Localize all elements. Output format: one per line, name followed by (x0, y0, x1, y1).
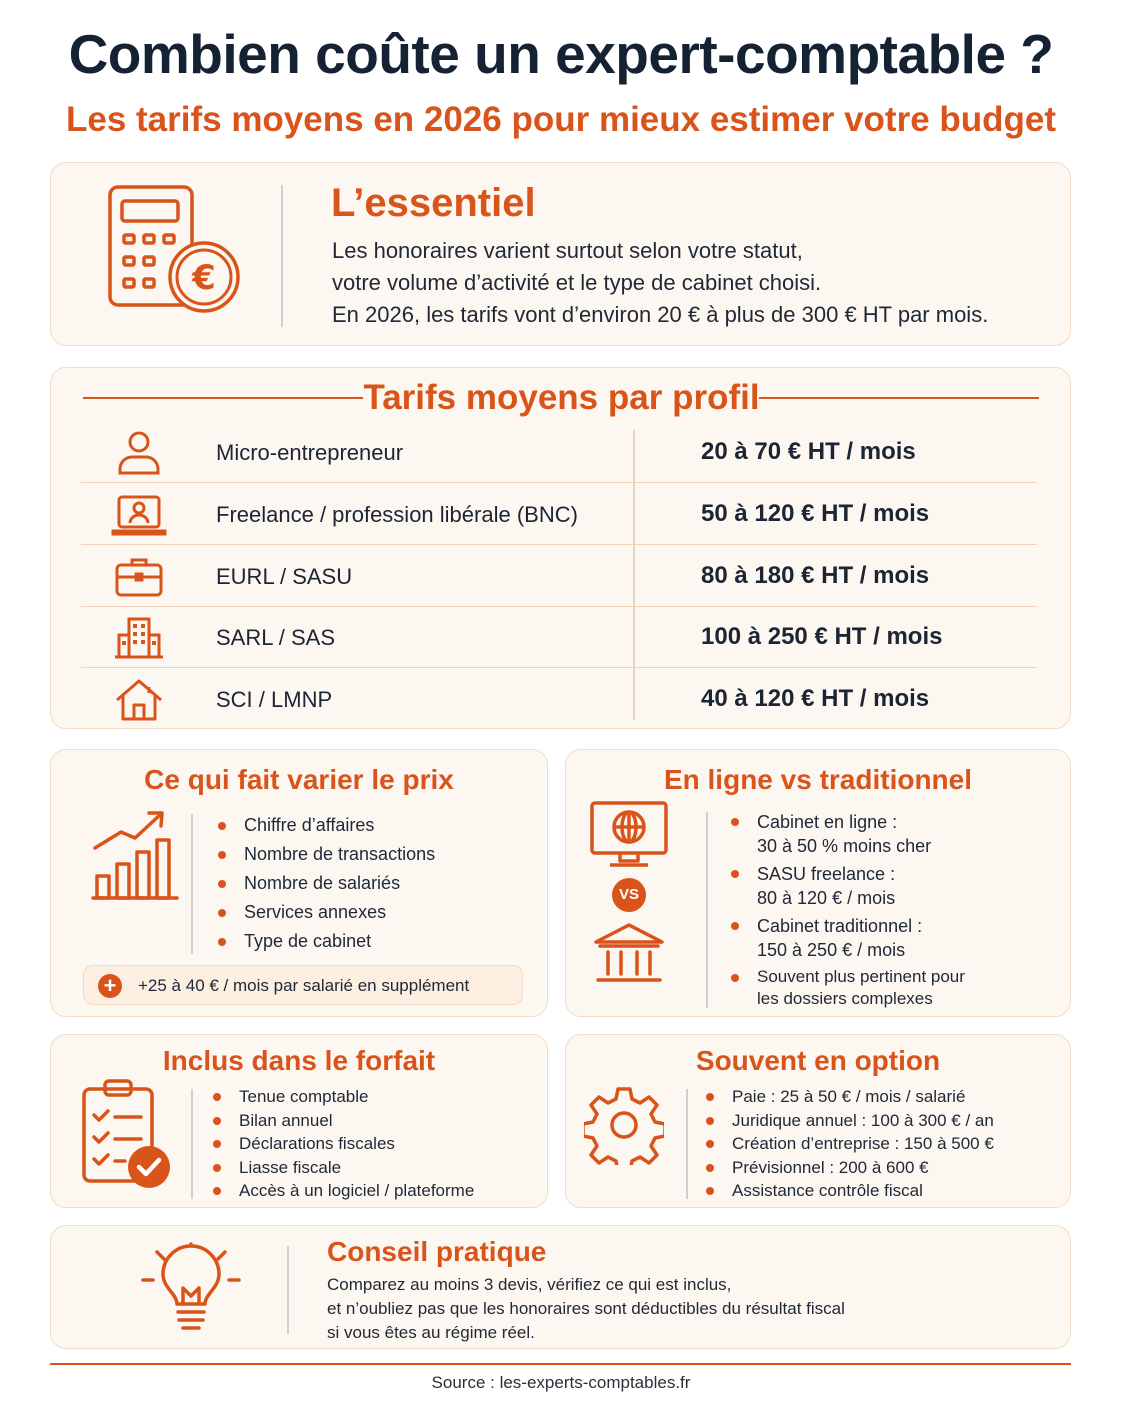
tarifs-card (50, 367, 1071, 729)
tarif-price: 40 à 120 € HT / mois (701, 685, 930, 712)
tarifs-title: Tarifs moyens par profil (363, 378, 760, 417)
inclus-list (211, 1087, 474, 1205)
lightbulb-icon (141, 1242, 241, 1338)
essentiel-line: Les honoraires varient surtout selon votre statut, (332, 238, 803, 263)
option-card (565, 1034, 1071, 1208)
inclus-card (50, 1034, 548, 1208)
growth-chart-icon (91, 808, 181, 903)
essentiel-line: En 2026, les tarifs vont d’environ 20 € à plus de 300 € HT par mois. (332, 302, 989, 327)
page-title: Combien coûte un expert-comptable ? (68, 23, 1054, 85)
calculator-euro-icon (106, 183, 246, 313)
tarif-price: 50 à 120 € HT / mois (701, 500, 930, 527)
laptop-user-icon (109, 493, 169, 537)
tarif-row (81, 668, 1037, 730)
briefcase-icon (109, 555, 169, 599)
list-item: Déclarations fiscales (211, 1134, 474, 1158)
plus-icon: + (98, 974, 122, 998)
tarif-price: 20 à 70 € HT / mois (701, 438, 916, 465)
list-item: Prévisionnel : 200 à 600 € (704, 1158, 994, 1182)
list-item: Liasse fiscale (211, 1158, 474, 1182)
varier-card (50, 749, 548, 1017)
vs-badge: VS (612, 878, 646, 912)
list-item: Nombre de salariés (216, 872, 435, 901)
essentiel-line: votre volume d’activité et le type de cabinet choisi. (332, 270, 822, 295)
tarif-label: Micro-entrepreneur (216, 440, 404, 465)
gear-icon (584, 1085, 664, 1165)
tarif-row (81, 545, 1037, 607)
conseil-title: Conseil pratique (327, 1236, 547, 1267)
list-item: Paie : 25 à 50 € / mois / salarié (704, 1087, 994, 1111)
list-item: Services annexes (216, 901, 435, 930)
list-item: Nombre de transactions (216, 843, 435, 872)
enligne-list (729, 810, 965, 1014)
tarif-label: Freelance / profession libérale (BNC) (216, 502, 578, 527)
tarif-price: 100 à 250 € HT / mois (701, 623, 943, 650)
option-title: Souvent en option (695, 1045, 941, 1076)
divider (706, 812, 708, 1008)
essentiel-title: L’essentiel (331, 181, 536, 225)
tarif-row (81, 421, 1037, 483)
list-item: Bilan annuel (211, 1111, 474, 1135)
conseil-line: si vous êtes au régime réel. (327, 1323, 535, 1342)
list-item: Accès à un logiciel / plateforme (211, 1181, 474, 1205)
tarif-label: SCI / LMNP (216, 687, 333, 712)
divider (191, 1089, 193, 1199)
tarif-row (81, 606, 1037, 668)
list-item: Type de cabinet (216, 930, 435, 959)
building-icon (109, 616, 169, 660)
inclus-title: Inclus dans le forfait (162, 1045, 436, 1076)
tarif-label: EURL / SASU (216, 564, 353, 589)
house-icon (109, 678, 169, 722)
conseil-line: et n’oubliez pas que les honoraires sont déductibles du résultat fiscal (327, 1299, 845, 1318)
divider (191, 814, 193, 954)
conseil-line: Comparez au moins 3 devis, vérifiez ce qui est inclus, (327, 1275, 732, 1294)
tarif-price: 80 à 180 € HT / mois (701, 562, 930, 589)
enligne-card (565, 749, 1071, 1017)
enligne-title: En ligne vs traditionnel (663, 764, 973, 795)
person-icon (109, 431, 169, 475)
page-subtitle: Les tarifs moyens en 2026 pour mieux estimer votre budget (65, 100, 1057, 139)
divider (686, 1089, 688, 1199)
tarif-label: SARL / SAS (216, 625, 336, 650)
svg-text:€: € (192, 258, 216, 298)
varier-title: Ce qui fait varier le prix (144, 764, 454, 795)
conseil-card (50, 1225, 1071, 1349)
list-item: Cabinet traditionnel : 150 à 250 € / mois (729, 914, 965, 962)
list-item: Souvent plus pertinent pour les dossiers complexes (729, 966, 965, 1010)
list-item: Assistance contrôle fiscal (704, 1181, 994, 1205)
footer-rule (50, 1363, 1071, 1365)
list-item: Création d’entreprise : 150 à 500 € (704, 1134, 994, 1158)
varier-list (216, 814, 435, 959)
divider (287, 1246, 289, 1334)
essentiel-text (332, 235, 988, 331)
source-text: Source : les-experts-comptables.fr (431, 1373, 691, 1392)
list-item: Cabinet en ligne : 30 à 50 % moins cher (729, 810, 965, 858)
divider (281, 185, 283, 327)
essentiel-card (50, 162, 1071, 346)
online-monitor-icon (588, 800, 670, 870)
list-item: Juridique annuel : 100 à 300 € / an (704, 1111, 994, 1135)
conseil-text (327, 1273, 845, 1345)
bank-building-icon (592, 922, 666, 986)
supplement-text: +25 à 40 € / mois par salarié en supplément (138, 976, 470, 995)
list-item: Chiffre d’affaires (216, 814, 435, 843)
supplement-note (83, 965, 523, 1005)
clipboard-check-icon (79, 1077, 174, 1192)
list-item: SASU freelance : 80 à 120 € / mois (729, 862, 965, 910)
list-item: Tenue comptable (211, 1087, 474, 1111)
tarif-row (81, 483, 1037, 545)
option-list (704, 1087, 994, 1205)
